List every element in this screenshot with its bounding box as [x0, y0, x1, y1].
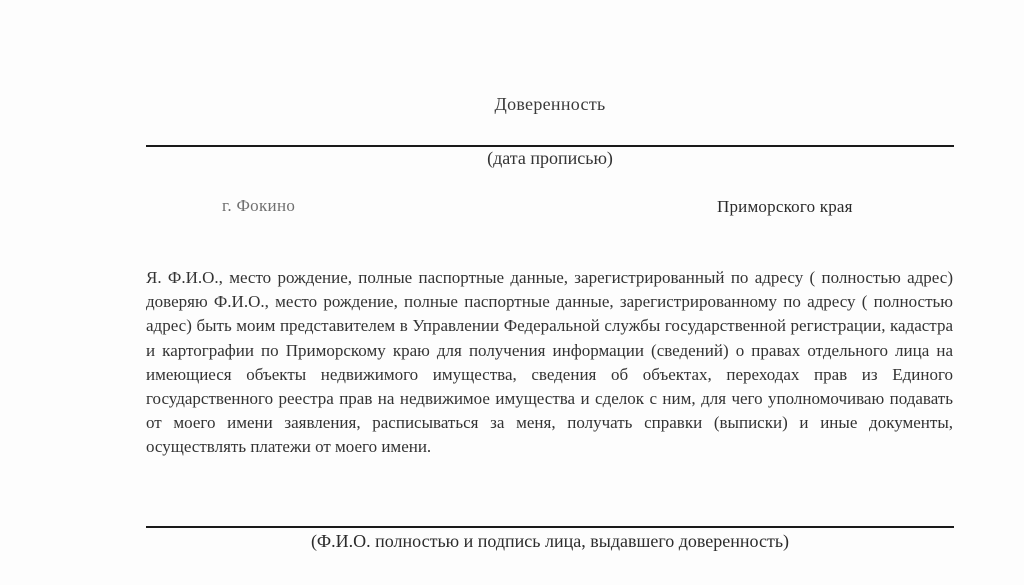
date-line	[146, 145, 954, 147]
document-body-text: Я. Ф.И.О., место рождение, полные паспортные данные, зарегистрированный по адресу ( полностью адрес) доверяю Ф.И.О., место рождение, полные паспортные данные, зарегистрированному по адресу ( полностью адрес) быть моим представителем в Управлении Федеральной службы государственной регистрации, кадастра и картографии по Приморскому краю для получения информации (сведений) о правах отдельного лица на имеющиеся объекты недвижимого имущества, сведения об объектах, переходах прав из Единого государственного реестра прав на недвижимое имущества и сделок с ним, для чего уполномочиваю подавать от моего имени заявления, расписываться за меня, получать справки (выписки) и иные документы, осуществлять платежи от моего имени.	[146, 268, 953, 457]
document-title: Доверенность	[494, 94, 606, 114]
signature-line	[146, 526, 954, 528]
city-label: г. Фокино	[222, 196, 296, 215]
signature-caption: (Ф.И.О. полностью и подпись лица, выдавшего доверенность)	[310, 531, 790, 551]
region-label: Приморского края	[717, 197, 853, 216]
date-caption: (дата прописью)	[487, 148, 613, 168]
